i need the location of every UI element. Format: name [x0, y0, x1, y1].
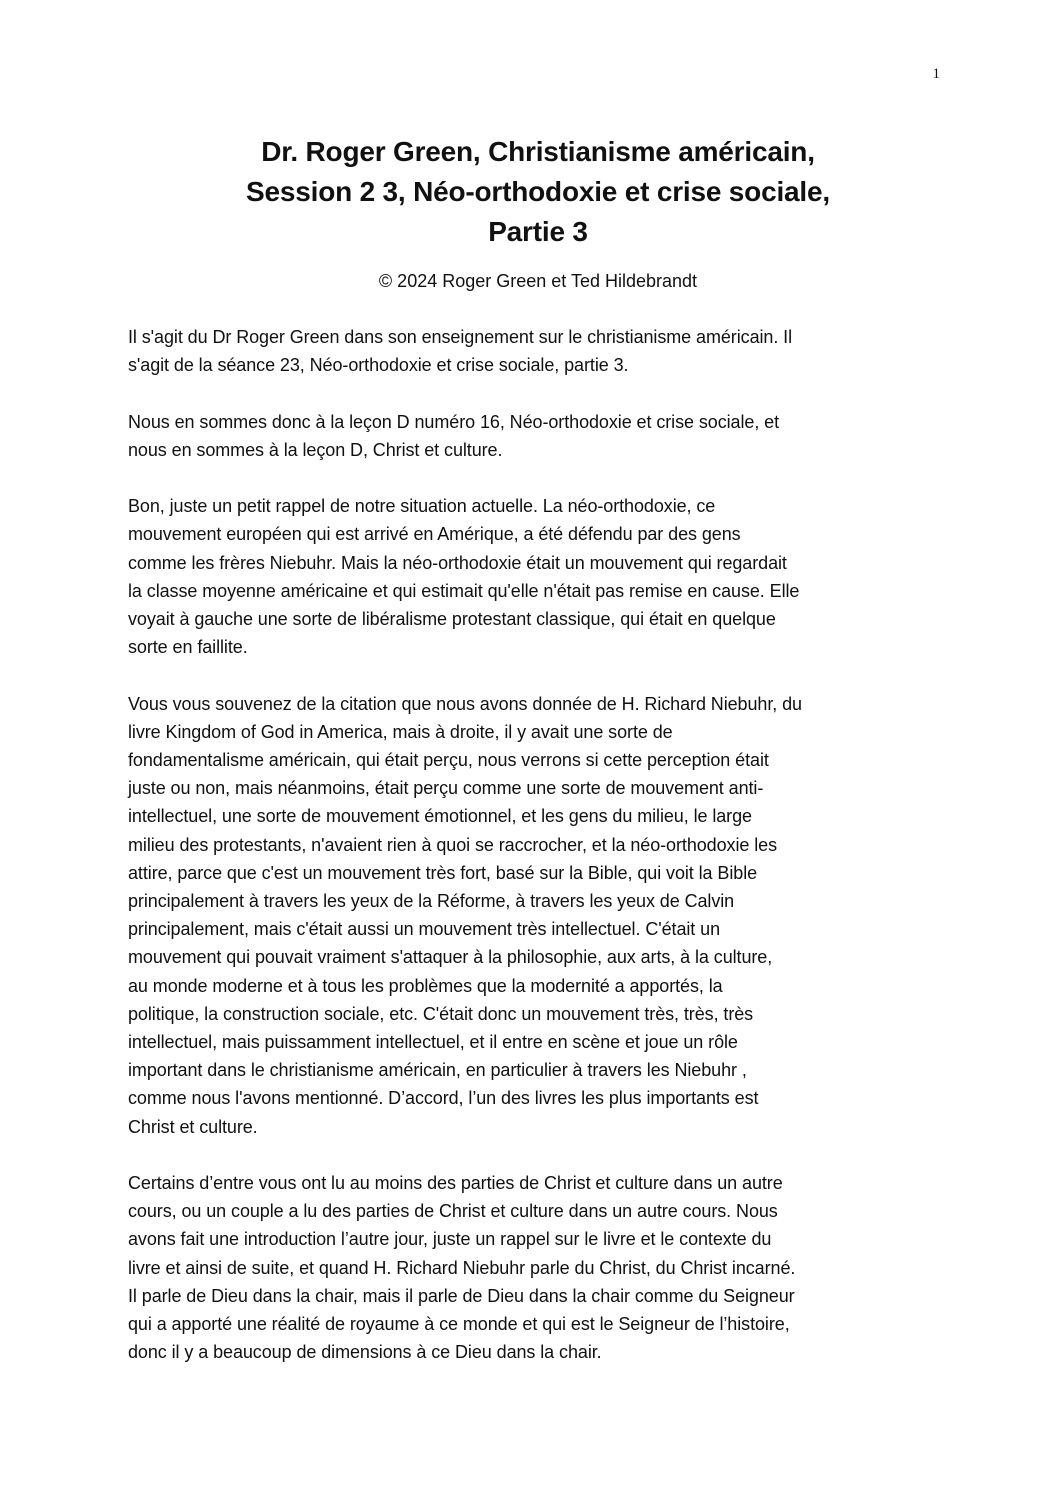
- paragraph-line: avons fait une introduction l’autre jour, juste un rappel sur le livre et le contexte du: [128, 1229, 772, 1250]
- paragraph-line: mouvement européen qui est arrivé en Amérique, a été défendu par des gens: [128, 524, 741, 545]
- paragraph-line: juste ou non, mais néanmoins, était perçu comme une sorte de mouvement anti-: [128, 778, 764, 799]
- paragraph-line: mouvement qui pouvait vraiment s'attaquer à la philosophie, aux arts, à la culture,: [128, 947, 773, 968]
- paragraph: [128, 492, 928, 661]
- paragraph-line: politique, la construction sociale, etc. C'était donc un mouvement très, très, très: [128, 1003, 754, 1024]
- paragraph-line: livre Kingdom of God in America, mais à droite, il y avait une sorte de: [128, 721, 673, 742]
- paragraph-line: comme les frères Niebuhr. Mais la néo-orthodoxie était un mouvement qui regardait: [128, 552, 787, 573]
- paragraph-line: intellectuel, mais puissamment intellectuel, et il entre en scène et joue un rôle: [128, 1032, 738, 1053]
- paragraph-line: s'agit de la séance 23, Néo-orthodoxie et crise sociale, partie 3.: [128, 355, 629, 376]
- paragraph-line: principalement à travers les yeux de la Réforme, à travers les yeux de Calvin: [128, 891, 735, 912]
- paragraph-line: voyait à gauche une sorte de libéralisme protestant classique, qui était en quelque: [128, 609, 776, 629]
- paragraph-line: Il parle de Dieu dans la chair, mais il parle de Dieu dans la chair comme du Seigneur: [128, 1285, 795, 1306]
- paragraph-line: Christ et culture.: [128, 1116, 258, 1137]
- paragraph-line: attire, parce que c'est un mouvement très fort, basé sur la Bible, qui voit la Bible: [128, 862, 758, 883]
- paragraph-line: au monde moderne et à tous les problèmes que la modernité a apportés, la: [128, 975, 723, 996]
- paragraph-line: intellectuel, une sorte de mouvement émotionnel, et les gens du milieu, le large: [128, 806, 752, 827]
- paragraph-line: nous en sommes à la leçon D, Christ et culture.: [128, 439, 503, 460]
- title-line: Session 2 3, Néo-orthodoxie et crise sociale,: [246, 176, 830, 207]
- paragraph-line: milieu des protestants, n'avaient rien à quoi se raccrocher, et la néo-orthodoxie les: [128, 834, 778, 855]
- page-number: 1: [932, 66, 940, 82]
- paragraph-line: Vous vous souvenez de la citation que nous avons donnée de H. Richard Niebuhr, du: [128, 693, 802, 714]
- paragraph: [128, 690, 928, 1141]
- paragraph-line: qui a apporté une réalité de royaume à ce monde et qui est le Seigneur de l’histoire,: [128, 1314, 790, 1335]
- paragraph: [128, 323, 928, 379]
- paragraph-line: fondamentalisme américain, qui était perçu, nous verrons si cette perception était: [128, 750, 769, 770]
- paragraph-line: principalement, mais c'était aussi un mouvement très intellectuel. C'était un: [128, 919, 720, 940]
- paragraph-line: Nous en sommes donc à la leçon D numéro 16, Néo-orthodoxie et crise sociale, et: [128, 411, 780, 432]
- paragraph: [128, 1169, 928, 1366]
- paragraph-line: comme nous l'avons mentionné. D’accord, l’un des livres les plus importants est: [128, 1088, 759, 1109]
- paragraph-line: Il s'agit du Dr Roger Green dans son enseignement sur le christianisme américain. Il: [128, 327, 793, 347]
- paragraph: [128, 408, 928, 464]
- paragraph-line: important dans le christianisme américain, en particulier à travers les Niebuhr ,: [128, 1060, 747, 1081]
- copyright-notice: © 2024 Roger Green et Ted Hildebrandt: [378, 271, 698, 291]
- paragraph-line: Certains d’entre vous ont lu au moins des parties de Christ et culture dans un autre: [128, 1173, 783, 1194]
- title-line: Partie 3: [488, 216, 588, 247]
- paragraph-line: la classe moyenne américaine et qui estimait qu'elle n'était pas remise en cause. Elle: [128, 580, 800, 601]
- document-body: [128, 323, 928, 1395]
- document-title: [128, 132, 948, 252]
- paragraph-line: sorte en faillite.: [128, 637, 248, 658]
- paragraph-line: donc il y a beaucoup de dimensions à ce Dieu dans la chair.: [128, 1342, 602, 1363]
- paragraph-line: livre et ainsi de suite, et quand H. Richard Niebuhr parle du Christ, du Christ incarné.: [128, 1257, 796, 1278]
- paragraph-line: cours, ou un couple a lu des parties de Christ et culture dans un autre cours. Nous: [128, 1201, 778, 1222]
- title-line: Dr. Roger Green, Christianisme américain,: [261, 136, 815, 167]
- paragraph-line: Bon, juste un petit rappel de notre situation actuelle. La néo-orthodoxie, ce: [128, 496, 716, 517]
